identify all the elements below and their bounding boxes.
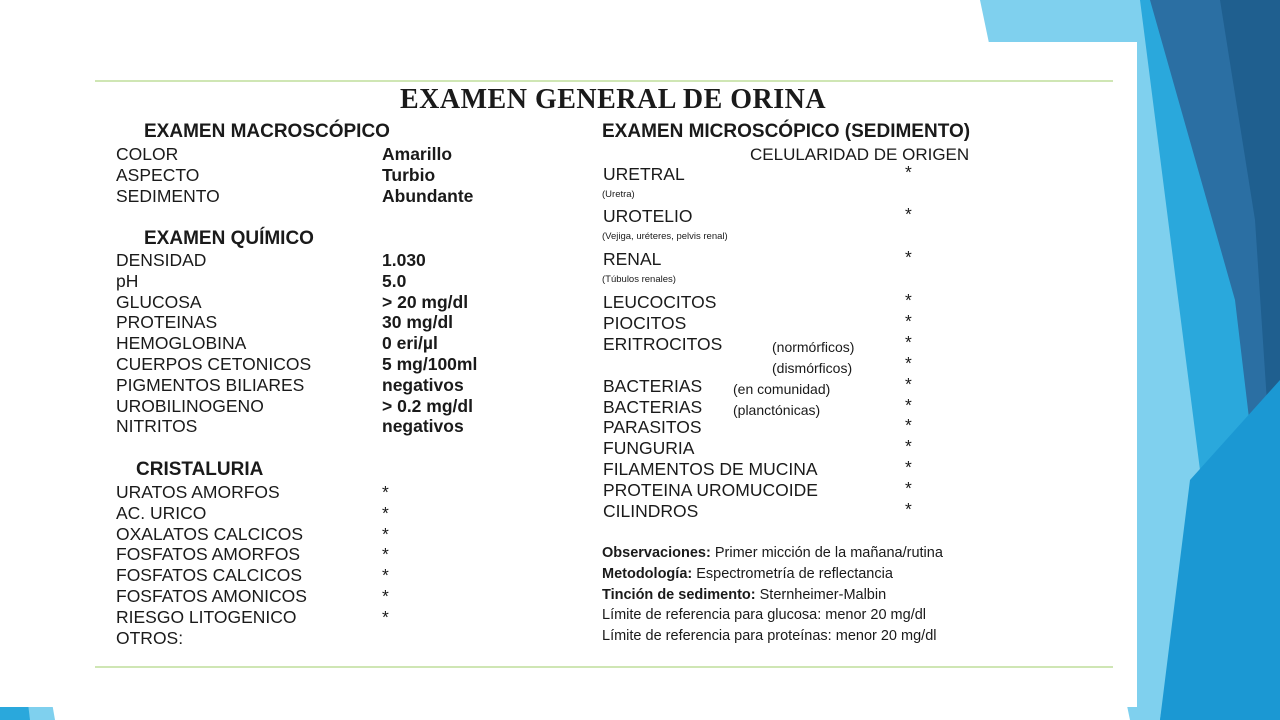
micro-label: FUNGURIA [603, 438, 695, 459]
micro-label: PARASITOS [603, 417, 702, 438]
field-value: 5 mg/100ml [382, 354, 478, 374]
micro-label: ERITROCITOS [603, 333, 723, 354]
cell-value: * [905, 162, 912, 182]
field-value: * [382, 544, 389, 565]
crystal-heading: CRISTALURIA [136, 459, 264, 480]
micro-label: FILAMENTOS DE MUCINA [603, 459, 818, 480]
field-label: AC. URICO [116, 502, 207, 523]
field-value: Turbio [382, 165, 436, 185]
field-label: NITRITOS [116, 416, 198, 437]
field-value: * [382, 502, 389, 523]
field-label: FOSFATOS AMORFOS [116, 544, 301, 565]
field-label: RIESGO LITOGENICO [116, 606, 297, 627]
micro-subheading: CELULARIDAD DE ORIGEN [750, 145, 970, 164]
field-label: OXALATOS CALCICOS [116, 523, 304, 544]
micro-heading: EXAMEN MICROSCÓPICO (SEDIMENTO) [602, 121, 971, 142]
micro-label: BACTERIAS [603, 396, 703, 417]
note-text: Límite de referencia para proteínas: menor 20 mg/dl [602, 628, 937, 645]
note-line [602, 607, 926, 623]
field-value: > 0.2 mg/dl [382, 395, 473, 416]
field-label: COLOR [116, 144, 179, 164]
field-label: pH [116, 270, 139, 291]
micro-qualifier: (dismórficos) [772, 359, 853, 376]
micro-value: * [905, 352, 912, 373]
field-label: GLUCOSA [116, 291, 202, 312]
field-value: * [382, 586, 389, 606]
note-line [602, 566, 893, 582]
cell-value: * [905, 247, 912, 267]
field-value: 30 mg/dl [382, 312, 453, 333]
field-label: PROTEINAS [116, 312, 218, 333]
field-value: 0 eri/µl [382, 333, 438, 354]
field-value: * [382, 523, 389, 544]
micro-label: PROTEINA UROMUCOIDE [603, 480, 818, 501]
macro-heading: EXAMEN MACROSCÓPICO [144, 121, 390, 142]
micro-value: * [905, 436, 912, 457]
cell-label: RENAL [603, 249, 662, 269]
field-label: URATOS AMORFOS [116, 482, 280, 502]
field-value: * [382, 565, 389, 586]
field-label: ASPECTO [116, 165, 200, 185]
micro-value: * [905, 310, 912, 331]
field-value: Abundante [382, 186, 474, 206]
micro-label: BACTERIAS [603, 375, 703, 396]
field-label: OTROS: [116, 627, 184, 648]
micro-qualifier: (normórficos) [772, 338, 855, 355]
cell-value: * [905, 204, 912, 224]
micro-value: * [905, 394, 912, 415]
field-value: negativos [382, 416, 464, 437]
cell-label: UROTELIO [603, 206, 693, 226]
top-rule [95, 80, 1113, 82]
bottom-rule [95, 666, 1113, 668]
field-value: > 20 mg/dl [382, 291, 469, 312]
note-line [602, 545, 943, 561]
micro-qualifier: (en comunidad) [733, 380, 831, 397]
note-line [602, 587, 886, 603]
field-value: 5.0 [382, 270, 407, 291]
note-key: Observaciones: [602, 545, 711, 561]
micro-value: * [905, 457, 912, 478]
note-text: Límite de referencia para glucosa: menor 20 mg/dl [602, 607, 927, 624]
field-label: HEMOGLOBINA [116, 333, 247, 354]
micro-value: * [905, 331, 912, 352]
note-line [602, 628, 936, 644]
field-label: DENSIDAD [116, 250, 207, 270]
field-label: FOSFATOS CALCICOS [116, 565, 303, 586]
micro-value: * [905, 415, 912, 436]
micro-label: LEUCOCITOS [603, 292, 717, 312]
report-title: EXAMEN GENERAL DE ORINA [400, 84, 827, 115]
field-value: * [382, 482, 389, 502]
note-key: Tinción de sedimento: [602, 586, 756, 603]
cell-label: URETRAL [603, 164, 685, 184]
note-key: Metodología: [602, 565, 693, 582]
note-text: Espectrometría de reflectancia [692, 565, 893, 582]
micro-label: CILINDROS [603, 501, 699, 521]
note-text: Primer micción de la mañana/rutina [710, 545, 943, 561]
field-value: negativos [382, 374, 464, 395]
field-value: * [382, 606, 389, 627]
chem-heading: EXAMEN QUÍMICO [144, 228, 314, 249]
note-text: Sternheimer-Malbin [755, 586, 887, 603]
field-label: UROBILINOGENO [116, 395, 264, 416]
field-label: CUERPOS CETONICOS [116, 354, 312, 374]
micro-qualifier: (planctónicas) [733, 401, 821, 418]
field-label: PIGMENTOS BILIARES [116, 374, 305, 395]
field-value: 1.030 [382, 250, 426, 270]
field-label: FOSFATOS AMONICOS [116, 586, 307, 606]
field-value: Amarillo [382, 144, 453, 164]
micro-value: * [905, 499, 912, 519]
micro-value: * [905, 373, 912, 394]
micro-value: * [905, 478, 912, 499]
cell-note: (Túbulos renales) [602, 274, 676, 285]
field-label: SEDIMENTO [116, 186, 220, 206]
cell-note: (Vejiga, uréteres, pelvis renal) [602, 231, 728, 242]
micro-value: * [905, 290, 912, 310]
micro-label: PIOCITOS [603, 312, 687, 333]
cell-note: (Uretra) [602, 189, 635, 200]
